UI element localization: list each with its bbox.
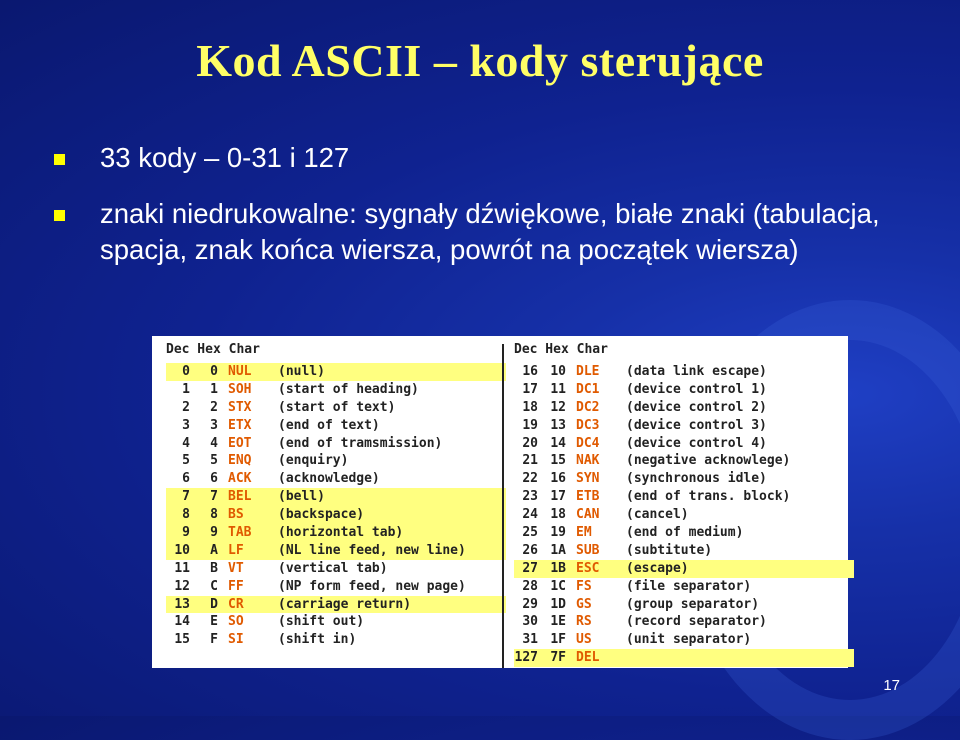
table-row — [166, 596, 506, 614]
code-description: (acknowledge) — [278, 471, 380, 487]
code-mnemonic: SUB — [576, 542, 600, 558]
table-row — [166, 363, 506, 381]
code-mnemonic: ACK — [228, 471, 252, 487]
code-mnemonic: BEL — [228, 489, 252, 505]
code-hex: 1C — [550, 578, 566, 594]
table-row — [514, 452, 854, 470]
table-row — [514, 506, 854, 524]
code-description: (negative acknowlege) — [626, 453, 791, 469]
code-hex: 2 — [210, 399, 218, 415]
code-decimal: 10 — [174, 542, 190, 558]
slide-title: Kod ASCII – kody sterujące — [196, 35, 764, 86]
code-hex: 1E — [550, 614, 566, 630]
bullet-item — [54, 196, 944, 268]
code-decimal: 0 — [182, 364, 190, 379]
code-description: (NP form feed, new page) — [278, 578, 466, 594]
code-decimal: 13 — [174, 596, 190, 612]
code-mnemonic: SI — [228, 632, 244, 648]
code-decimal: 11 — [174, 560, 190, 576]
code-mnemonic: CAN — [576, 507, 600, 523]
table-row — [514, 613, 854, 631]
code-mnemonic: DC1 — [576, 381, 600, 397]
table-row — [166, 417, 506, 435]
table-row — [514, 542, 854, 560]
code-hex: 1 — [210, 381, 218, 397]
table-row — [166, 381, 506, 399]
code-decimal: 29 — [522, 596, 538, 612]
code-description: (synchronous idle) — [626, 471, 767, 487]
table-row — [514, 560, 854, 578]
code-decimal: 18 — [522, 399, 538, 415]
code-decimal: 19 — [522, 417, 538, 433]
table-row — [514, 417, 854, 435]
table-row — [514, 399, 854, 417]
code-mnemonic: RS — [576, 614, 592, 630]
bullet-square-icon — [54, 210, 65, 221]
code-decimal: 12 — [174, 578, 190, 594]
code-hex: 15 — [550, 453, 566, 469]
code-hex: 7F — [550, 650, 566, 666]
bullet-item — [54, 140, 944, 176]
bullet-list — [54, 140, 944, 268]
code-mnemonic: FS — [576, 578, 592, 594]
code-mnemonic: CR — [228, 596, 244, 612]
code-mnemonic: EM — [576, 525, 592, 541]
code-mnemonic: ENQ — [228, 453, 252, 469]
code-description: (record separator) — [626, 614, 767, 630]
code-hex: B — [210, 560, 218, 576]
code-hex: 10 — [550, 364, 566, 379]
code-hex: 7 — [210, 489, 218, 505]
table-row — [166, 560, 506, 578]
code-description: (device control 4) — [626, 435, 767, 451]
code-description: (device control 2) — [626, 399, 767, 415]
code-hex: 1B — [550, 560, 566, 576]
code-mnemonic: ETB — [576, 489, 600, 505]
code-description: (device control 3) — [626, 417, 767, 433]
table-row — [166, 435, 506, 453]
table-row — [166, 578, 506, 596]
code-mnemonic: STX — [228, 399, 252, 415]
code-mnemonic: SO — [228, 614, 244, 630]
code-decimal: 28 — [522, 578, 538, 594]
code-decimal: 16 — [522, 364, 538, 379]
code-hex: 17 — [550, 489, 566, 505]
table-row — [514, 578, 854, 596]
code-hex: C — [210, 578, 218, 594]
code-description: (NL line feed, new line) — [278, 542, 466, 558]
code-hex: 1F — [550, 632, 566, 648]
code-hex: A — [210, 542, 218, 558]
code-description: (end of text) — [278, 417, 380, 433]
code-mnemonic: DLE — [576, 364, 600, 379]
code-hex: 9 — [210, 525, 218, 541]
code-decimal: 23 — [522, 489, 538, 505]
code-mnemonic: TAB — [228, 525, 252, 541]
code-description: (cancel) — [626, 507, 689, 523]
table-row — [514, 631, 854, 649]
table-row — [166, 542, 506, 560]
table-row — [514, 649, 854, 667]
code-hex: 13 — [550, 417, 566, 433]
code-description: (escape) — [626, 560, 689, 576]
code-decimal: 127 — [514, 650, 538, 666]
code-description: (end of medium) — [626, 525, 744, 541]
code-mnemonic: DC4 — [576, 435, 600, 451]
code-mnemonic: EOT — [228, 435, 252, 451]
code-decimal: 22 — [522, 471, 538, 487]
code-description: (data link escape) — [626, 364, 767, 379]
code-decimal: 9 — [182, 525, 190, 541]
table-rows-right — [514, 363, 854, 667]
code-decimal: 4 — [182, 435, 190, 451]
page-number: 17 — [883, 677, 900, 694]
code-hex: F — [210, 632, 218, 648]
code-description: (unit separator) — [626, 632, 752, 648]
code-decimal: 2 — [182, 399, 190, 415]
code-description: (null) — [278, 364, 325, 379]
code-decimal: 21 — [522, 453, 538, 469]
code-hex: 16 — [550, 471, 566, 487]
table-row — [166, 631, 506, 649]
table-row — [166, 452, 506, 470]
code-mnemonic: NAK — [576, 453, 600, 469]
table-row — [166, 506, 506, 524]
table-row — [514, 524, 854, 542]
code-mnemonic: LF — [228, 542, 244, 558]
table-row — [166, 613, 506, 631]
code-decimal: 14 — [174, 614, 190, 630]
code-mnemonic: BS — [228, 507, 244, 523]
code-decimal: 30 — [522, 614, 538, 630]
table-header-left: Dec Hex Char — [166, 342, 260, 357]
code-description: (start of text) — [278, 399, 396, 415]
code-mnemonic: US — [576, 632, 592, 648]
code-hex: 11 — [550, 381, 566, 397]
table-row — [514, 470, 854, 488]
code-mnemonic: FF — [228, 578, 244, 594]
code-hex: 18 — [550, 507, 566, 523]
column-divider — [502, 344, 504, 668]
code-description: (end of tramsmission) — [278, 435, 443, 451]
code-decimal: 15 — [174, 632, 190, 648]
code-hex: E — [210, 614, 218, 630]
code-mnemonic: DEL — [576, 650, 600, 666]
code-description: (shift in) — [278, 632, 357, 648]
code-mnemonic: DC3 — [576, 417, 600, 433]
code-decimal: 20 — [522, 435, 538, 451]
code-decimal: 6 — [182, 471, 190, 487]
code-mnemonic: ESC — [576, 560, 600, 576]
table-row — [166, 488, 506, 506]
code-decimal: 26 — [522, 542, 538, 558]
code-hex: 6 — [210, 471, 218, 487]
code-decimal: 8 — [182, 507, 190, 523]
code-mnemonic: ETX — [228, 417, 252, 433]
code-description: (device control 1) — [626, 381, 767, 397]
code-mnemonic: SOH — [228, 381, 252, 397]
code-decimal: 24 — [522, 507, 538, 523]
code-mnemonic: NUL — [228, 364, 252, 379]
code-hex: 5 — [210, 453, 218, 469]
code-mnemonic: SYN — [576, 471, 600, 487]
code-hex: 14 — [550, 435, 566, 451]
table-row — [514, 488, 854, 506]
code-decimal: 17 — [522, 381, 538, 397]
table-row — [514, 363, 854, 381]
table-header-right: Dec Hex Char — [514, 342, 608, 357]
code-hex: 4 — [210, 435, 218, 451]
code-hex: 3 — [210, 417, 218, 433]
code-mnemonic: GS — [576, 596, 592, 612]
code-description: (start of heading) — [278, 381, 419, 397]
code-hex: 12 — [550, 399, 566, 415]
table-row — [514, 596, 854, 614]
code-mnemonic: VT — [228, 560, 244, 576]
code-mnemonic: DC2 — [576, 399, 600, 415]
table-row — [166, 524, 506, 542]
code-description: (enquiry) — [278, 453, 349, 469]
code-description: (group separator) — [626, 596, 760, 612]
code-decimal: 7 — [182, 489, 190, 505]
code-description: (backspace) — [278, 507, 365, 523]
code-decimal: 5 — [182, 453, 190, 469]
bullet-text: 33 kody – 0-31 i 127 — [100, 142, 350, 173]
code-decimal: 31 — [522, 632, 538, 648]
code-decimal: 25 — [522, 525, 538, 541]
code-description: (subtitute) — [626, 542, 713, 558]
bullet-text: znaki niedrukowalne: sygnały dźwiękowe, białe znaki (tabulacja, spacja, znak końca wiersza, powrót na początek wiersza) — [100, 198, 880, 265]
ascii-control-codes-table — [152, 336, 848, 668]
code-hex: D — [210, 596, 218, 612]
table-row — [514, 435, 854, 453]
code-hex: 1D — [550, 596, 566, 612]
code-hex: 0 — [210, 364, 218, 379]
code-description: (shift out) — [278, 614, 365, 630]
code-hex: 8 — [210, 507, 218, 523]
code-decimal: 27 — [522, 560, 538, 576]
table-rows-left — [166, 363, 506, 649]
table-row — [166, 399, 506, 417]
code-decimal: 3 — [182, 417, 190, 433]
code-description: (file separator) — [626, 578, 752, 594]
code-description: (end of trans. block) — [626, 489, 791, 505]
table-row — [166, 470, 506, 488]
code-description: (bell) — [278, 489, 325, 505]
code-hex: 1A — [550, 542, 566, 558]
table-row — [514, 381, 854, 399]
code-hex: 19 — [550, 525, 566, 541]
bullet-square-icon — [54, 154, 65, 165]
code-description: (horizontal tab) — [278, 525, 404, 541]
code-decimal: 1 — [182, 381, 190, 397]
code-description: (carriage return) — [278, 596, 412, 612]
code-description: (vertical tab) — [278, 560, 388, 576]
